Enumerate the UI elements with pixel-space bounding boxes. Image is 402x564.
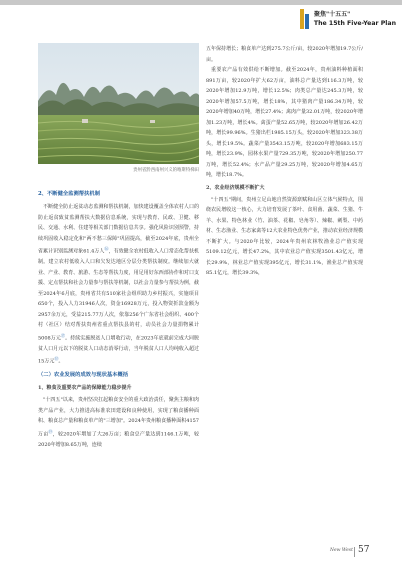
karst-terrace-photo [38, 43, 199, 164]
paragraph-grain: "十四五"以来，贵州坚决扛起粮食安全的重大政治责任，聚焦主粮和肉类产品产业，大力推进高标准农田建设和良种使用，实现了粮食播种面积、粮食总产量和粮食单产的"三增加"。2024年贵州粮食播种面积4157万亩⑲，较2020年增加了大26万亩；粮食总产量达到1146.1万吨，较2020年增加8.65万吨，连续 [38, 397, 199, 449]
paragraph-grain-continued: 五年保持增长；粮食单产达到275.7公斤/亩，较2020年增加19.7公斤/亩。 [206, 46, 363, 63]
photo-caption: 贵州省黔西南州兴义的喀斯特梯田 [133, 168, 199, 173]
page-footer [330, 546, 378, 558]
header-bar [0, 0, 402, 5]
paragraph-monitoring: 不断健全防止返贫动态监测和帮扶机制，加快建设覆盖全体农村人口的防止返贫致贫监测帮扶大数据信息系统，实现与教育、民政、卫健、移民、交通、水利、住建等相关部门数据信息共享。强化风险识别预警，持续巩固收入稳定化和"两不愁三保障"巩固提高，截至2024年底，贵州全省累计识别监测对象61.4万人⑯，有效健全农村低收入人口常态化帮扶机制。建立农村低收入人口和欠发达地区分层分类帮扶制度。继续加大就业、产业、教育、旅游、生态等帮扶力度，用足用好东西部协作和对口支援、定点帮扶和社会力量参与帮扶等机制，以社会力量参与帮扶为例，截至2024年6月底，贵州省共有510家社会组织助力乡村振兴，实施项目650个，投入人力31946人次，资金16928万元，投入物资折款金额为2957余万元，受益215.77万人次，依靠256个广东省社会组织、400个村（社区）结对帮扶贵州省重点帮扶县的村，动员社会力量捐物累计5008万元⑰。持续实施脱贫人口增收行动，在2023年底就前完成大同脱贫人口月元以下的脱贫人口动态消零行动，当年脱贫人口人均纯收入超过15万元⑱。 [38, 204, 199, 365]
page-number: 57 [358, 545, 370, 555]
page-header [0, 0, 402, 40]
magazine-name: New West [330, 548, 353, 553]
left-column [38, 186, 199, 451]
section-title-monitoring: 2、不断健全监测帮扶机制 [38, 191, 100, 197]
column-title: 聚焦"十五五" [314, 11, 351, 18]
subsection-title-agriculture: （二）农业发展的成效与现状基本概括 [38, 372, 129, 379]
right-column [206, 44, 363, 279]
section-title-scale: 2、农业经济规模不断扩大 [206, 184, 265, 191]
sub-heading-grain: 1、粮食及重要农产品的保障能力稳步提升 [38, 385, 132, 392]
paragraph-supply: 重要农产品有效供给不断增加。截至2024年，贵州油料种植面积891万亩，较2020年扩大62万亩，油料总产量达到116.3万吨，较2020年增加12.9万吨，增长12.5%；肉类总产量达245.3万吨，较2020年增加57.5万吨，增长18%，其中猪肉产量186.34万吨，较2020年增加40万吨，增长27.4%；禽肉产量32.01万吨，较2020年增加1.23万吨，增长4%。禽蛋产量52.65万吨，较2020年增加26.42万吨，增长99.96%。生猪出栏1985.15万头，较2020年增加323.38万头，增长19.5%。蔬菜产量3543.15万吨，较2020年增加683.15万吨，增长23.9%，园林水果产量729.35万吨，较2020年增加250.77万吨，增长52.4%；水产品产量29.25万吨，较2020年增加4.65万吨，增长18.7%。 [206, 67, 364, 178]
paragraph-scale: "十四五"期间，贵州立足山地自然资源禀赋和山区立体气候特点，围绕农民增收这一核心，大力培育发展了茶叶、食用菌、蔬菜、生猪、牛羊、水果、特色林业（竹、油茶、花椒、皂角等）、辣椒、刺梨、中药材、生态渔业、生态家禽等12大农业特色优势产业，推动农业经济规模不断扩大。与2020年比较，2024年贵州农林牧渔业总产值实现5109.12亿元，增长47.2%，其中农业总产值实现3501.43亿元，增长29.9%，林业总产值实现395亿元，增长31.1%，渔业总产值实现85.1亿元，增长39.3%， [206, 196, 363, 276]
footer-divider [354, 547, 355, 557]
column-subtitle: The 15th Five-Year Plan [313, 20, 396, 27]
